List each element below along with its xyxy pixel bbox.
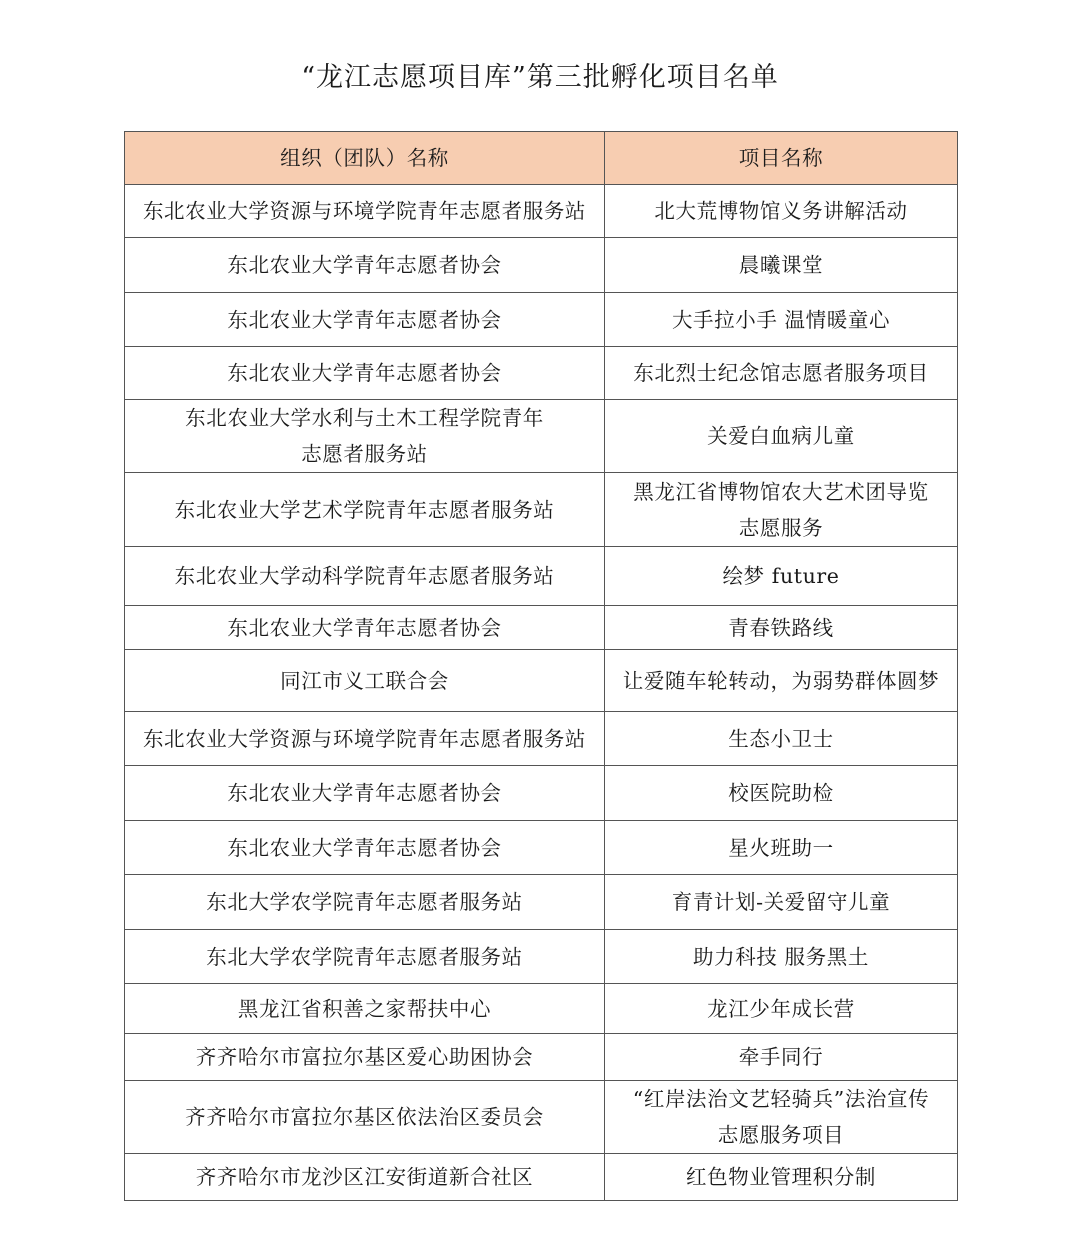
- project-cell: [605, 606, 958, 650]
- organization-cell-line: 黑龙江省积善之家帮扶中心: [237, 996, 492, 1021]
- table-row: [125, 766, 958, 821]
- organization-cell-line: 东北农业大学艺术学院青年志愿者服务站: [174, 497, 555, 522]
- table-row: [125, 185, 958, 238]
- project-cell: [605, 473, 958, 547]
- project-cell: [605, 930, 958, 984]
- table-row: [125, 400, 958, 473]
- organization-cell: [125, 473, 605, 547]
- organization-cell-line: 东北农业大学青年志愿者协会: [227, 615, 502, 640]
- project-cell: [605, 238, 958, 293]
- organization-cell-line: 东北农业大学资源与环境学院青年志愿者服务站: [142, 726, 587, 751]
- project-cell-line: 助力科技 服务黑土: [693, 944, 869, 969]
- organization-cell: [125, 238, 605, 293]
- page-title: “龙江志愿项目库”第三批孵化项目名单: [301, 62, 779, 93]
- project-cell-line: 龙江少年成长营: [707, 996, 855, 1021]
- table-row: [125, 293, 958, 347]
- organization-cell-line: 东北大学农学院青年志愿者服务站: [206, 890, 523, 914]
- project-cell: [605, 984, 958, 1034]
- project-cell-line: 关爱白血病儿童: [707, 424, 855, 448]
- project-cell-line: 生态小卫士: [728, 726, 834, 751]
- project-cell-line: 黑龙江省博物馆农大艺术团导览: [633, 479, 929, 504]
- project-cell-line: “红岸法治文艺轻骑兵”法治宣传: [632, 1087, 930, 1111]
- organization-cell: [125, 650, 605, 712]
- project-cell: [605, 875, 958, 930]
- project-cell-line: 晨曦课堂: [738, 253, 824, 277]
- organization-cell-line: 东北农业大学青年志愿者协会: [227, 361, 502, 385]
- project-cell-line: 校医院助检: [728, 781, 834, 805]
- organization-cell-line: 齐齐哈尔市龙沙区江安街道新合社区: [195, 1165, 534, 1189]
- organization-cell: [125, 400, 605, 473]
- table-row: [125, 1154, 958, 1201]
- organization-cell: [125, 712, 605, 766]
- project-cell: [605, 650, 958, 712]
- table-row: [125, 821, 958, 875]
- organization-cell-line: 东北农业大学动科学院青年志愿者服务站: [174, 564, 555, 588]
- project-cell-line: 牵手同行: [738, 1045, 824, 1069]
- organization-cell: [125, 185, 605, 238]
- organization-cell: [125, 547, 605, 606]
- project-cell-line: 红色物业管理积分制: [686, 1165, 876, 1189]
- project-cell: [605, 1034, 958, 1081]
- table-row: [125, 347, 958, 400]
- organization-cell-line: 志愿者服务站: [301, 442, 428, 466]
- organization-cell: [125, 821, 605, 875]
- table-row: [125, 473, 958, 547]
- organization-cell: [125, 930, 605, 984]
- organization-cell: [125, 766, 605, 821]
- project-cell-line: 让爱随车轮转动，为弱势群体圆梦: [622, 668, 940, 693]
- organization-cell-line: 东北农业大学青年志愿者协会: [227, 253, 502, 277]
- column-header-project: 项目名称: [605, 132, 958, 185]
- organization-cell-line: 齐齐哈尔市富拉尔基区依法治区委员会: [185, 1105, 544, 1129]
- organization-cell-line: 东北大学农学院青年志愿者服务站: [206, 944, 523, 969]
- organization-cell-line: 东北农业大学青年志愿者协会: [227, 781, 502, 805]
- table-row: [125, 712, 958, 766]
- project-cell-line: 大手拉小手 温情暖童心: [671, 307, 891, 332]
- organization-cell: [125, 984, 605, 1034]
- table-header-row: [125, 132, 958, 185]
- project-cell: [605, 400, 958, 473]
- organization-cell-line: 东北农业大学资源与环境学院青年志愿者服务站: [142, 199, 587, 223]
- project-cell-line: 育青计划-关爱留守儿童: [671, 890, 891, 914]
- organization-cell: [125, 1034, 605, 1081]
- project-cell: [605, 766, 958, 821]
- organization-cell: [125, 1154, 605, 1201]
- project-cell-line: 志愿服务: [738, 515, 824, 540]
- organization-cell: [125, 1081, 605, 1154]
- organization-cell-line: 东北农业大学青年志愿者协会: [227, 307, 502, 332]
- project-cell: [605, 1154, 958, 1201]
- organization-cell-line: 齐齐哈尔市富拉尔基区爱心助困协会: [195, 1045, 534, 1069]
- table-row: [125, 984, 958, 1034]
- project-cell: [605, 1081, 958, 1154]
- organization-cell: [125, 347, 605, 400]
- project-cell-line: 北大荒博物馆义务讲解活动: [654, 199, 908, 223]
- project-cell: [605, 185, 958, 238]
- organization-cell: [125, 606, 605, 650]
- project-cell-line: 东北烈士纪念馆志愿者服务项目: [633, 361, 929, 385]
- project-cell: [605, 712, 958, 766]
- table-row: [125, 1081, 958, 1154]
- table-row: [125, 606, 958, 650]
- organization-cell-line: 东北农业大学青年志愿者协会: [227, 835, 502, 860]
- organization-cell: [125, 293, 605, 347]
- table-row: [125, 547, 958, 606]
- project-cell-line: 志愿服务项目: [717, 1123, 845, 1147]
- table-row: [125, 930, 958, 984]
- table-row: [125, 1034, 958, 1081]
- organization-cell-line: 东北农业大学水利与土木工程学院青年: [185, 406, 544, 430]
- project-cell-line: 青春铁路线: [728, 615, 834, 640]
- project-cell-line: 星火班助一: [728, 835, 834, 860]
- column-header-organization: 组织（团队）名称: [125, 132, 605, 185]
- project-cell: [605, 547, 958, 606]
- organization-cell-line: 同江市义工联合会: [280, 668, 449, 693]
- project-cell: [605, 347, 958, 400]
- organization-cell: [125, 875, 605, 930]
- table-row: [125, 650, 958, 712]
- project-cell: [605, 821, 958, 875]
- table-row: [125, 875, 958, 930]
- project-cell: [605, 293, 958, 347]
- project-cell-line: 绘梦 future: [722, 564, 840, 588]
- project-table: [124, 131, 958, 1201]
- table-row: [125, 238, 958, 293]
